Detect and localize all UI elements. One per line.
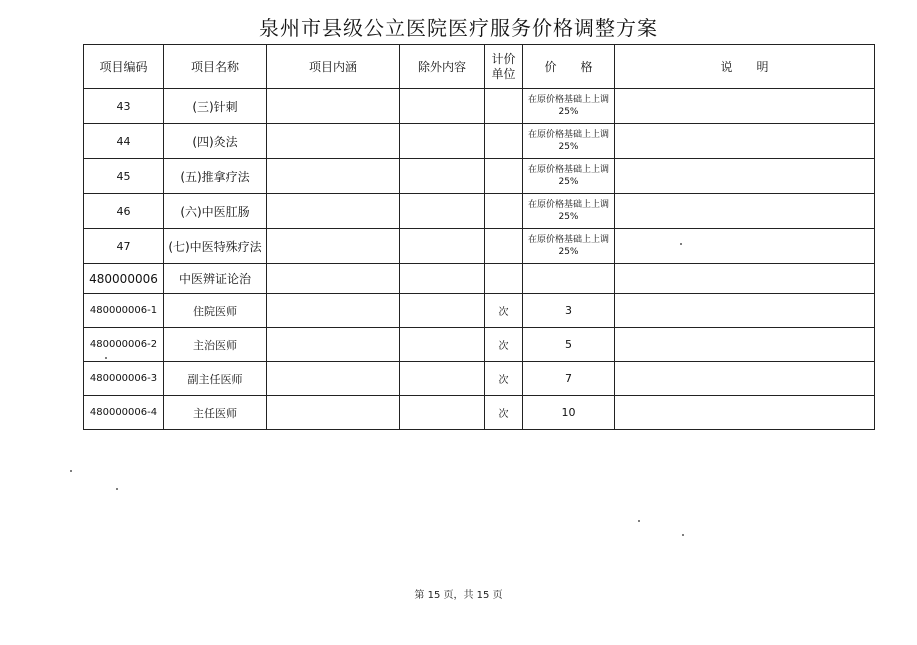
scan-speck [70, 470, 72, 472]
row-unit [485, 124, 523, 159]
page-footer: 第 15 页，共 15 页 [414, 590, 503, 601]
row-content [267, 124, 400, 159]
row-notes [615, 362, 875, 396]
row-code: 480000006-3 [84, 362, 164, 396]
table-row [84, 294, 875, 328]
row-unit [485, 229, 523, 264]
row-code: 480000006-4 [84, 396, 164, 430]
scan-speck [105, 357, 107, 359]
row-name: (五)推拿疗法 [164, 159, 267, 194]
row-price: 5 [523, 328, 615, 362]
row-notes [615, 89, 875, 124]
row-exclusion [400, 264, 485, 294]
row-notes [615, 396, 875, 430]
row-name: (四)灸法 [164, 124, 267, 159]
header-unit-line2: 单位 [491, 66, 516, 81]
row-unit: 次 [485, 396, 523, 430]
price-table [83, 44, 875, 430]
row-content [267, 362, 400, 396]
row-unit: 次 [485, 362, 523, 396]
row-price: 在原价格基础上上调25% [523, 159, 615, 194]
row-exclusion [400, 124, 485, 159]
row-notes [615, 229, 875, 264]
row-unit [485, 159, 523, 194]
row-code: 480000006-2 [84, 328, 164, 362]
header-price: 价 格 [523, 45, 615, 89]
row-exclusion [400, 229, 485, 264]
table-row [84, 229, 875, 264]
table-row [84, 124, 875, 159]
row-price: 在原价格基础上上调25% [523, 229, 615, 264]
row-unit: 次 [485, 328, 523, 362]
row-content [267, 294, 400, 328]
row-exclusion [400, 362, 485, 396]
row-content [267, 328, 400, 362]
row-code: 480000006-1 [84, 294, 164, 328]
row-name: 主任医师 [164, 396, 267, 430]
scan-speck [116, 488, 118, 490]
header-code: 项目编码 [84, 45, 164, 89]
row-content [267, 194, 400, 229]
row-price: 7 [523, 362, 615, 396]
table-row [84, 362, 875, 396]
row-exclusion [400, 294, 485, 328]
row-name: 主治医师 [164, 328, 267, 362]
row-price: 3 [523, 294, 615, 328]
table-row [84, 396, 875, 430]
row-exclusion [400, 328, 485, 362]
header-content: 项目内涵 [267, 45, 400, 89]
scan-speck [638, 520, 640, 522]
row-code: 480000006 [84, 264, 164, 294]
row-unit: 次 [485, 294, 523, 328]
row-notes [615, 328, 875, 362]
row-name: (六)中医肛肠 [164, 194, 267, 229]
scan-speck [682, 534, 684, 536]
row-code: 45 [84, 159, 164, 194]
row-notes [615, 294, 875, 328]
row-notes [615, 159, 875, 194]
row-content [267, 159, 400, 194]
header-unit-line1: 计价 [491, 51, 516, 66]
table-row [84, 89, 875, 124]
row-name: 副主任医师 [164, 362, 267, 396]
row-unit [485, 264, 523, 294]
table-row-parent [84, 264, 875, 294]
row-notes [615, 194, 875, 229]
row-notes [615, 124, 875, 159]
table-row [84, 194, 875, 229]
row-exclusion [400, 194, 485, 229]
row-code: 47 [84, 229, 164, 264]
row-unit [485, 194, 523, 229]
scan-speck [680, 243, 682, 245]
row-price: 在原价格基础上上调25% [523, 89, 615, 124]
row-exclusion [400, 89, 485, 124]
header-name: 项目名称 [164, 45, 267, 89]
row-price [523, 264, 615, 294]
row-content [267, 396, 400, 430]
header-unit [485, 45, 523, 89]
row-name: 中医辨证论治 [164, 264, 267, 294]
row-name: (七)中医特殊疗法 [164, 229, 267, 264]
row-price: 在原价格基础上上调25% [523, 194, 615, 229]
header-notes: 说 明 [615, 45, 875, 89]
row-content [267, 264, 400, 294]
row-price: 在原价格基础上上调25% [523, 124, 615, 159]
row-code: 44 [84, 124, 164, 159]
row-price: 10 [523, 396, 615, 430]
row-exclusion [400, 396, 485, 430]
row-unit [485, 89, 523, 124]
table-row [84, 328, 875, 362]
row-code: 43 [84, 89, 164, 124]
page-title: 泉州市县级公立医院医疗服务价格调整方案 [259, 16, 658, 40]
header-exclusion: 除外内容 [400, 45, 485, 89]
table-row [84, 159, 875, 194]
row-notes [615, 264, 875, 294]
row-content [267, 89, 400, 124]
table-header-row [84, 45, 875, 89]
row-exclusion [400, 159, 485, 194]
row-content [267, 229, 400, 264]
row-name: (三)针刺 [164, 89, 267, 124]
row-code: 46 [84, 194, 164, 229]
row-name: 住院医师 [164, 294, 267, 328]
